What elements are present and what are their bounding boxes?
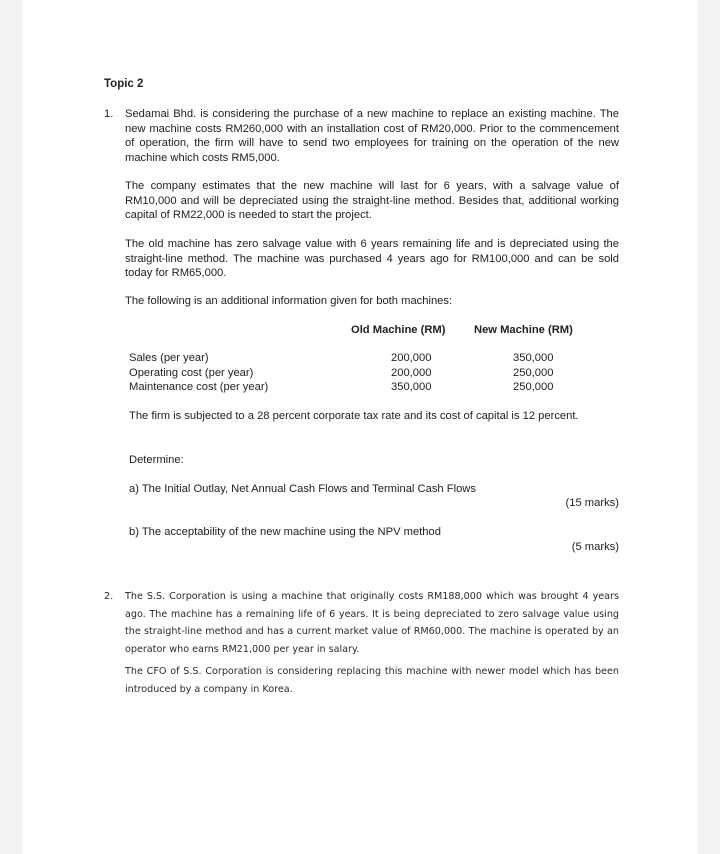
document-page	[22, 0, 698, 854]
topic-heading: Topic 2	[104, 78, 144, 90]
determine-label: Determine:	[129, 454, 184, 466]
q1-paragraph-4: The following is an additional information given for both machines:	[125, 295, 453, 307]
part-b-text: b) The acceptability of the new machine using the NPV method	[129, 526, 441, 538]
q1-paragraph-3: The old machine has zero salvage value with 6 years remaining life and is depreciated using the straight-line method. The machine was purchased 4 years ago for RM100,000 and can be sold today for RM65,000.	[125, 238, 619, 279]
part-a-marks: (15 marks)	[565, 497, 619, 509]
q2-paragraph-2: The CFO of S.S. Corporation is considering replacing this machine with newer model which has been introduced by a company in Korea.	[125, 666, 619, 695]
table-row-label: Sales (per year)	[129, 352, 209, 364]
q1-paragraph-2: The company estimates that the new machine will last for 6 years, with a salvage value of RM10,000 and will be depreciated using the straight-line method. Besides that, additional working capital of RM22,000 is needed to start the project.	[125, 180, 619, 221]
part-a-text: a) The Initial Outlay, Net Annual Cash Flows and Terminal Cash Flows	[129, 483, 476, 495]
table-header-new: New Machine (RM)	[474, 324, 573, 336]
q2-paragraph-1: The S.S. Corporation is using a machine that originally costs RM188,000 which was brought 4 years ago. The machine has a remaining life of 6 years. It is being depreciated to zero salvage value using the straight-line method and has a current market value of RM60,000. The machine is operated by an operator who earns RM21,000 per year in salary.	[125, 591, 619, 655]
table-cell-new: 250,000	[513, 381, 554, 393]
question-1-number: 1.	[104, 108, 114, 120]
table-cell-new: 250,000	[513, 367, 554, 379]
table-header-old: Old Machine (RM)	[351, 324, 446, 336]
table-row-label: Operating cost (per year)	[129, 367, 254, 379]
table-cell-old: 200,000	[391, 367, 432, 379]
question-2-number: 2.	[104, 591, 114, 602]
q1-paragraph-5: The firm is subjected to a 28 percent corporate tax rate and its cost of capital is 12 percent.	[129, 410, 579, 422]
table-cell-old: 200,000	[391, 352, 432, 364]
part-b-marks: (5 marks)	[571, 541, 619, 553]
table-cell-old: 350,000	[391, 381, 432, 393]
table-cell-new: 350,000	[513, 352, 554, 364]
q1-paragraph-1: Sedamai Bhd. is considering the purchase of a new machine to replace an existing machine. The new machine costs RM260,000 with an installation cost of RM20,000. Prior to the commencement of operation, the firm will have to send two employees for training on the operation of the new machine which costs RM5,000.	[125, 108, 619, 164]
table-row-label: Maintenance cost (per year)	[129, 381, 269, 393]
